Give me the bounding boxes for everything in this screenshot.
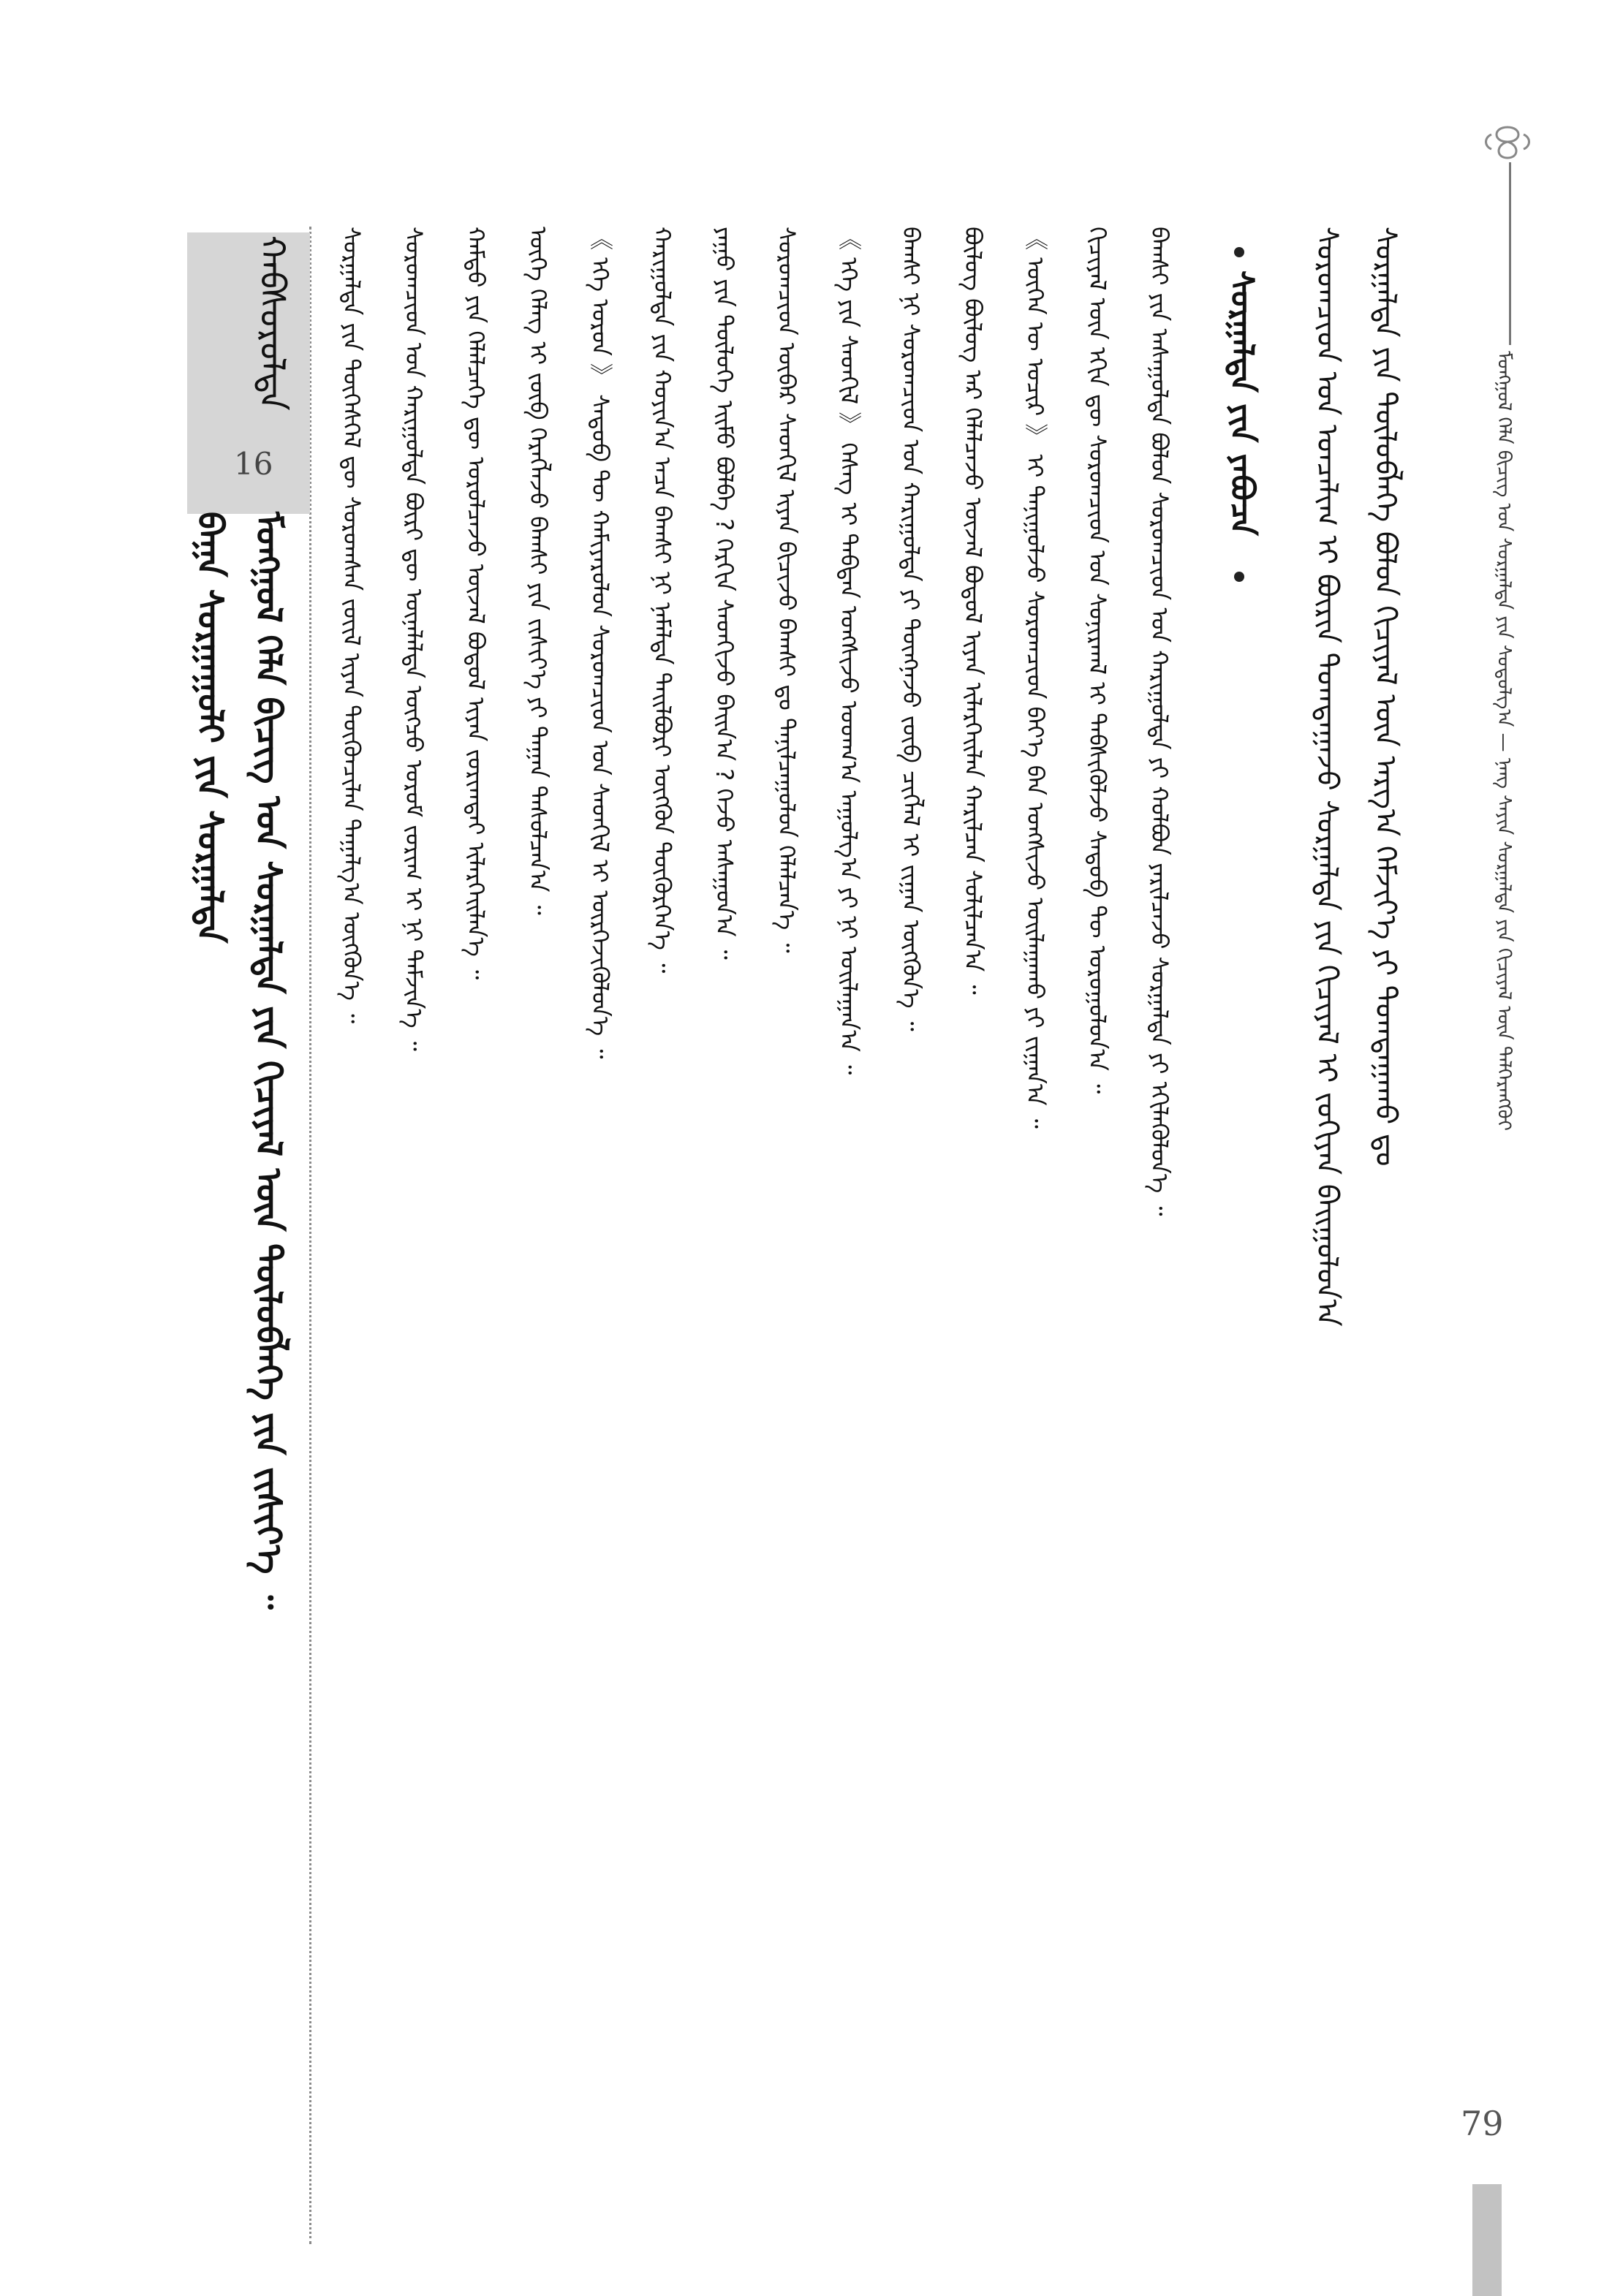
- body-line: ᠪᠦᠯᠦᠭ ᠪᠦᠯᠦᠭ ᠡᠡᠷ ᠬᠡᠯᠡᠯᠴᠡᠵᠦ ᠦᠵᠡᠯ ᠪᠣᠳᠤᠯ ᠢᠶᠠᠨ ᠢᠯᠡᠷᠬᠡᠢᠯᠡᠨ ᠬᠠᠷᠢᠯᠴᠠᠨ ᠰᠤᠯᠢᠯᠴᠠᠨ᠎ᠠ ᠃: [959, 227, 987, 995]
- section-heading: ᠪᠠᠭᠠ ᠰᠤᠷᠭᠠᠭᠤᠯᠢ ᠶᠢᠨ ᠰᠤᠷᠭᠠᠯᠲᠠ: [189, 512, 230, 944]
- section-title: ᠰᠤᠷᠭᠠᠯᠲᠠ ᠶᠢᠨ ᠶᠠᠪᠤᠴᠠ: [1223, 270, 1260, 536]
- page-side-tab: [1472, 2184, 1502, 2296]
- header-rule: [1509, 162, 1511, 345]
- body-line: ᠪᠠᠭᠰᠢ ᠶᠢᠨ ᠠᠰᠠᠭᠤᠯᠲᠠ ᠪᠣᠯᠤᠨ ᠰᠤᠷᠤᠭᠴᠢᠳ ᠤᠨ ᠬᠠᠷᠢᠭᠤᠯᠲᠠ ᠶᠢ ᠬᠣᠯᠪᠣᠨ ᠶᠠᠷᠢᠯᠴᠠᠵᠤ ᠰᠤᠷᠭᠠᠯᠲᠠ ᠶᠢ ᠡᠬᠢᠯᠡᠭᠦᠯᠦᠨ᠎ᠡ ᠃: [1146, 227, 1173, 1216]
- intro-line: ᠰᠤᠷᠭᠠᠯᠲᠠ ᠶᠢᠨ ᠲᠥᠯᠥᠪᠯᠡᠭᠡ ᠪᠣᠯᠤᠨ ᠬᠢᠴᠢᠶᠡᠯ ᠦᠨ ᠠᠷᠭ᠎ᠠ ᠬᠡᠮᠵᠢᠶ᠎ᠡ ᠶᠢ ᠲᠣᠭᠲᠠᠭᠠᠬᠤ ᠳᠤ: [1369, 227, 1402, 1167]
- bullet-icon: [1234, 572, 1244, 582]
- body-line: 《 ᠡᠬᠡ ᠣᠷᠣᠨ 》 ᠰᠡᠳᠦᠪ ᠲᠦ ᠬᠠᠮᠢᠶᠠᠷᠤᠯᠤᠨ ᠰᠤᠷᠤᠭᠴᠢᠳ ᠤᠨ ᠰᠡᠳᠭᠢᠯ ᠢ ᠥᠷᠭᠡᠵᠢᠭᠦᠯᠦᠨ᠎ᠡ ᠃: [586, 227, 614, 1059]
- body-line: ᠰᠤᠷᠭᠠᠯᠲᠠ ᠶᠢᠨ ᠲᠥᠭᠡᠰᠬᠡᠯ ᠳᠦ ᠰᠤᠷᠤᠭᠰᠠᠨ ᠵᠦᠢᠯ ᠢᠶᠡᠨ ᠳᠦᠭᠦᠨᠴᠢᠯᠡᠨ ᠳᠠᠭᠠᠯᠭ᠎ᠠ ᠥᠭᠭᠦᠨ᠎ᠡ ᠃: [338, 227, 366, 1024]
- body-line: ᠦᠭᠡ ᠬᠡᠯᠡᠭ ᠢ ᠵᠥᠪ ᠬᠡᠷᠡᠭᠯᠡᠵᠦ ᠪᠠᠭᠰᠢ ᠶᠢᠨ ᠵᠢᠱᠢᠶ᠎ᠡ ᠶᠢ ᠳᠠᠭᠠᠨ ᠳᠠᠰᠤᠯᠴᠠᠨ᠎ᠠ ᠃: [524, 227, 552, 915]
- label-text: ᠬᠠᠪᠰᠤᠷᠤᠯᠲᠠ: [251, 235, 292, 411]
- body-line: ᠬᠠᠷᠢᠭᠤᠯᠲᠠ ᠶᠢᠨ ᠬᠣᠶᠢᠨ᠎ᠠ ᠠᠴᠠ ᠪᠠᠭᠰᠢ ᠨᠢ ᠨᠡᠮᠡᠯᠲᠡ ᠲᠠᠢᠯᠪᠤᠷᠢ ᠥᠭᠭᠦᠨ ᠳᠦᠭᠦᠷᠭᠡᠨ᠎ᠡ ᠃: [648, 227, 676, 974]
- body-line: ᠬᠠᠮᠲᠤ ᠶᠢᠨ ᠬᠡᠯᠡᠯᠴᠡᠭᠡ ᠳᠦ ᠣᠷᠣᠯᠴᠠᠵᠤ ᠦᠵᠡᠯ ᠪᠣᠳᠤᠯ ᠢᠶᠠᠨ ᠵᠣᠷᠢᠭᠲᠠᠢ ᠢᠯᠡᠷᠬᠡᠢᠯᠡᠨ᠎ᠡ ᠃: [462, 227, 490, 980]
- body-line: ᠰᠤᠷᠤᠭᠴᠢᠳ ᠤᠨ ᠬᠠᠷᠢᠭᠤᠯᠲᠠ ᠪᠦᠷᠢ ᠳᠦ ᠦᠨᠡᠯᠡᠯᠲᠡ ᠥᠭᠴᠦ ᠤᠷᠤᠮ ᠵᠣᠷᠢᠭ ᠢ ᠨᠢ ᠳᠡᠮᠵᠢᠨ᠎ᠡ ᠃: [400, 227, 428, 1051]
- body-line: 《 ᠦᠭᠡᠨ ᠦ ᠤᠴᠢᠷ 》 ᠢ ᠲᠠᠨᠢᠭᠤᠯᠵᠤ ᠰᠤᠷᠤᠭᠴᠢᠳ ᠪᠡᠶ᠎ᠡ ᠪᠡᠨ ᠤᠩᠰᠢᠵᠤ ᠣᠢᠯᠠᠭᠠᠬᠤ ᠶᠢ ᠵᠢᠭᠠᠨ᠎ᠠ ᠃: [1021, 227, 1049, 1129]
- section-heading: ᠮᠣᠩᠭᠣᠯ ᠬᠡᠯᠡ ᠪᠢᠴᠢᠭ᠌ ᠤᠨ ᠰᠤᠷᠭᠠᠯᠲᠠ ᠶᠢᠨ ᠬᠢᠴᠢᠶᠡᠯ ᠦᠨ ᠲᠥᠯᠥᠪᠯᠡᠭᠡ ᠶᠢᠨ ᠵᠢᠱᠢᠶ᠎ᠡ ᠃: [248, 512, 289, 1610]
- running-head: ᠮᠣᠩᠭᠣᠯ ᠬᠡᠯᠡ ᠪᠢᠴᠢᠭ᠌ ᠤᠨ ᠰᠤᠷᠭᠠᠯᠲᠠ ᠶᠢᠨ ᠰᠤᠳᠤᠯᠭ᠎ᠠ — ᠨᠡᠩ ᠰᠠᠶᠢᠨ ᠰᠤᠷᠭᠠᠯᠲᠠ ᠶᠢᠨ ᠬᠢᠴᠢᠶᠡᠯ ᠦᠨ ᠳᠡᠯᠭᠡᠷᠡᠩᠭᠦᠢ: [1493, 351, 1515, 1131]
- body-line: 《 ᠡᠬᠡ ᠶᠢᠨ ᠰᠡᠳᠭᠢᠯ 》 ᠬᠡᠰᠡᠭ ᠢ ᠳᠠᠪᠲᠠᠨ ᠤᠩᠰᠢᠵᠤ ᠤᠳᠬ᠎ᠠ ᠠᠭᠤᠯᠭ᠎ᠠ ᠶᠢ ᠨᠢ ᠣᠢᠯᠠᠭᠠᠨ᠎ᠠ ᠃: [835, 227, 863, 1075]
- dotted-divider: [309, 227, 311, 2244]
- ornament-icon: [1478, 124, 1537, 164]
- page-number: 79: [1461, 2104, 1504, 2143]
- body-line: ᠪᠠᠭᠰᠢ ᠨᠢ ᠰᠤᠷᠤᠭᠴᠢᠳ ᠤᠨ ᠬᠠᠷᠢᠭᠤᠯᠲᠠ ᠶᠢ ᠳᠦᠩᠨᠡᠵᠦ ᠵᠥᠪ ᠴᠢᠭᠯᠡᠯ ᠢ ᠵᠢᠭᠠᠨ ᠥᠭᠭᠦᠨ᠎ᠡ ᠃: [897, 227, 925, 1031]
- intro-line: ᠰᠤᠷᠤᠭᠴᠢᠳ ᠤᠨ ᠣᠨᠴᠠᠯᠢᠭ ᠢ ᠪᠦᠷᠢᠨ ᠲᠣᠭᠲᠠᠭᠠᠵᠤ ᠰᠤᠷᠭᠠᠯᠲᠠ ᠶᠢᠨ ᠬᠢᠴᠢᠶᠡᠯ ᠢ ᠵᠣᠬᠢᠶᠠᠨ ᠪᠠᠢᠭᠤᠯᠤᠨ᠎ᠠ: [1310, 227, 1344, 1327]
- body-line: ᠬᠢᠴᠢᠶᠡᠯ ᠦᠨ ᠡᠬᠢᠨ ᠳᠦ ᠰᠤᠷᠤᠭᠴᠢᠳ ᠤᠨ ᠰᠣᠨᠢᠷᠬᠠᠯ ᠢ ᠳᠡᠪᠰᠢᠭᠦᠯᠵᠦ ᠰᠡᠳᠦᠪ ᠲᠦ ᠣᠷᠣᠭᠤᠯᠤᠨ᠎ᠠ ᠃: [1083, 227, 1111, 1094]
- label-number: 16: [234, 446, 273, 482]
- body-line: ᠶᠠᠭᠤ ᠶᠢᠨ ᠲᠥᠯᠥᠭᠡ ᠡᠢᠮᠦ ᠪᠣᠯᠪᠠ ? ᠬᠡᠷᠬᠢᠨ ᠰᠡᠳᠬᠢᠵᠦ ᠪᠠᠢᠨ᠎ᠠ ? ᠭᠡᠵᠦ ᠠᠰᠠᠭᠤᠨ᠎ᠠ ᠃: [711, 227, 738, 960]
- body-line: ᠰᠤᠷᠤᠭᠴᠢᠳ ᠥᠪᠡᠷ ᠰᠡᠳᠭᠢᠯ ᠢᠶᠡᠨ ᠪᠢᠴᠢᠵᠦ ᠪᠠᠭᠰᠢ ᠳᠤ ᠲᠠᠨᠢᠯᠴᠠᠭᠤᠯᠤᠨ ᠬᠡᠯᠡᠯᠴᠡᠨ᠎ᠡ ᠃: [773, 227, 801, 953]
- bullet-icon: [1234, 247, 1244, 257]
